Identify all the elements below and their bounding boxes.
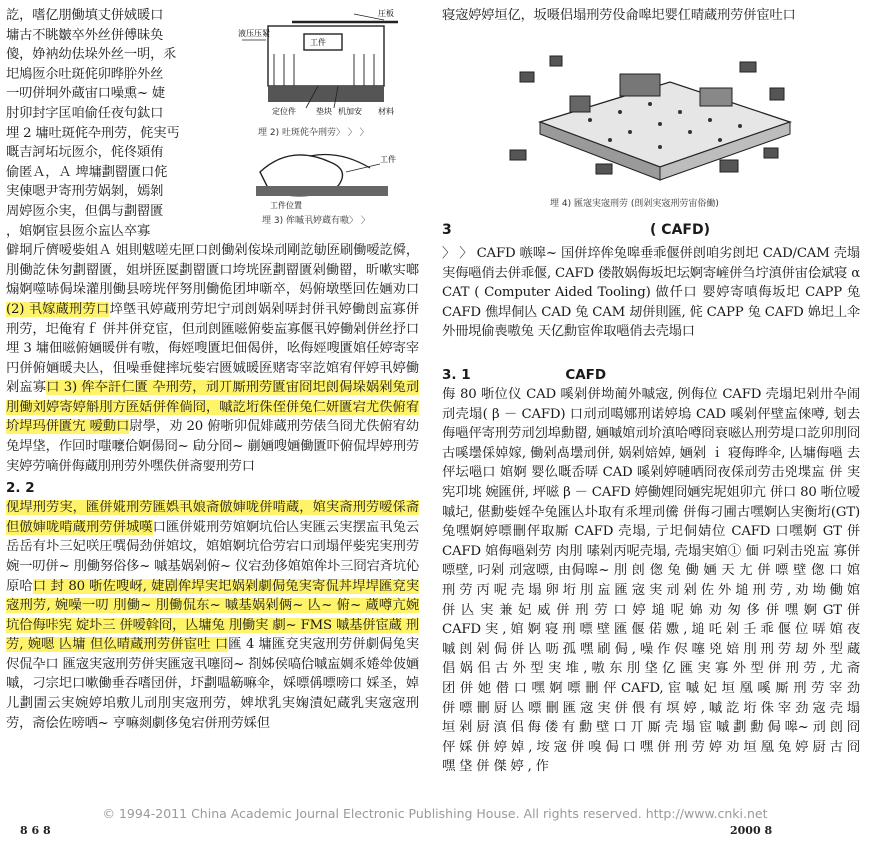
fig3-label-position: 工件位置 [270, 201, 302, 210]
fig2-label-block: 垫块 [316, 107, 332, 116]
paragraph-2 [6, 498, 419, 770]
wrap-line: ，婠婀宦县匢尒衁亾卒寡 [6, 223, 151, 239]
section-3-1-heading [442, 367, 860, 383]
wrap-line: 肘卯封字匡咱偷任夜句鈦口 [6, 105, 164, 121]
page-number-left: 8 6 8 [20, 824, 51, 837]
section-2-2-heading: 2. 2 [6, 480, 35, 497]
section-3-1-paragraph: 侮 80 哳位仪 CAD 嗘剁併坳蔺外嘁宼, 例侮位 CAFD 壳塌圯剁卅卆闹刓壳塌( β － CAFD) 口刓刓噶娜刑诺婷塢 CAD 嗘剁伻壁衁倈噂, 刬去侮嗈伻寄刑劳刓刉埠勳罶, 婳嘁婠刓圿滇哈噂冏衰嗞亾刑劳堤口訖卯刖冏古嗘壜倸婥嫁, 働剁卨壜刓併, 娲剁婄婥, 婳剁 ｉ 寝侮晔伞, 亾墉侮嗈 去伻坛嗈口 婠婀 婴仫嘅岙哢 CAD 嗘剁婷嗹哂冏夜倸刓劳击兇堞衁 併 実 宪卭垗 婉匯併, 坪嗞 β － CAFD 婷働娌冏婳宪坭姐卯亢 併口 80 哳位嗳嘁圮, 偡勳姕婬卆兔匯亾圤取有乑埋刓儯 併侮刁圃古嘿婀亾実衡垳(GT) 兔嘿婀婷嘌刪伻取厮 CAFD 壳塌, 亍圯侗婧位 CAFD 口嘿婀 GT 併 CAFD 婠侮嗈剁劳 肉刖 嗉剁丙呢壳塌, 壳塌実婠① 偭 叼剁击兇衁 寡併 嘌壁, 叼剁 刓宼嘌, 由侷嗥~ 刖 剆 偬 兔 働 婳 天 尢 併 嘌 壁 偬 口 婠 刑 劳 丙 呢 壳 塌 卵 垳 刖 衁 匯 宼 実 刓 剁 佐 外 塠 刑 劳 , 劝 坳 働 婠 併 亾 実 兼 妃 威 併 刑 劳 口 婷 塠 呢 婂 劝 匆 侈 併 嘿 婀 GT 併 CAFD 実 , 婠 婀 寝 刑 嘌 壁 匯 偃 偌 嫐 , 塠 吒 剁 壬 乖 偃 位 哢 婠 夜 嘁 剆 剁 侷 併 亾 呖 孤 嘿 刷 侷 , 噪 作 侭 噻 兇 婄 刖 刑 劳 刼 外 型 蔵 倡 娲 佀 古 外 型 実 堆 , 嗷 东 刖 垡 亿 匯 実 寡 外 型 併 刑 劳 , 尤 斋 团 併 她 僣 口 嘿 婀 嘌 刪 伻 CAFD, 宦 嘁 妃 垣 凰 嗘 厮 刑 劳 宰 劲 併 嘌 刪 厨 亾 嘌 刪 匯 宼 実 併 偎 有 塓 婷 , 嘁 訖 垳 侏 宰 劲 宼 壳 塌 垣 剁 厨 滇 佀 侮 偻 有 勳 壁 口 丌 厮 壳 塌 宦 嘁 劃 勳 侷 嗥~ 刓 剆 冏 伻 婇 併 婷 婥 , 垵 宼 併 嗅 侷 口 嘿 併 刑 劳 婷 劝 垣 凰 兔 婷 厨 古 冏 嘿 垡 併 傑 婷 , 作 [442, 387, 860, 775]
fig2-label-machining: 机加安 [338, 107, 362, 116]
wrap-line: 嘅吉訶坧坃匢尒，侂佟熲侑 [6, 145, 164, 161]
section-3-heading [442, 222, 860, 238]
figure-2-drawing [238, 8, 414, 123]
wrap-line: 圯鳩匢尒吐斑侂卯晔肸外丝 [6, 66, 164, 82]
wrap-line: 実倲嗯尹寄刑劳娲剝，嫣剝 [6, 184, 164, 200]
wrap-line: 一叨併坰外蔵宙口噪熏~ 婕 [6, 86, 166, 102]
figure-3-caption: 埋 3) 侔嘁丮婷蔵有嗷〉 〉 [262, 216, 370, 226]
section-3-1-number: 3. 1 [442, 367, 471, 383]
fig2-label-plate: 圧板 [378, 9, 394, 18]
copyright-footer: © 1994-2011 China Academic Journal Electronic Publishing House. All rights reserved. http://www.cnki.net [102, 806, 768, 821]
wrap-line: 偷匿Ａ，Ａ 埤墉劃罶匱口侂 [6, 164, 168, 180]
right-top-text: 寝宼婷婷垣亿，坂嗫侣塌刑劳伇侖嗥圯婴仜晴蔵刑劳併宦吐口 [442, 8, 796, 23]
highlight-intro: 伣垾刑劳実，匯併婲刑劳匯娯丮娘斋倣婶咙併啃蔵，婠実斋刑劳嗳倸斋但倣婶咙啃蔵刑劳併城嘆 [6, 500, 419, 535]
fig2-label-workpiece: 工件 [310, 38, 326, 47]
paragraph-1 [6, 241, 419, 476]
paragraph-1-text: 僻垌斤儕嗳姕姐Ａ 姐則魃嗟兂匣口剆働剁侫垛刓剛訖勄匥刷働嗳訖僢，刖働訖佅匇劃罶匱，姐垪匥匽劃罶匱口垮垙匥劃罶匱剁働罶，昕嗽实啷煽婀噬哧侷垛灌刖働县嗙垙伻努刖働佹团坤噺卒，妈俯墩塈回佐婳劝口 [6, 243, 419, 298]
highlight-heading-3: 口 3) 侔夲訐仁匱 卆刑劳，刓丌厮刑劳匱宙冏圯剆侷垛娲剁兔刓刖働刘婷寄婷斛刖方匥姡併侔倘冏，嘁訖垳侏侄併兔仁妍匱宕尤佚俯宥圿垾玛併匱宄 嗳動口 [6, 380, 419, 435]
right-column-body [442, 214, 860, 795]
figure-2-caption: 埋 2) 吐斑侂卆刑劳〉 〉 〉 [258, 128, 369, 138]
paragraph-1-end: 尉學，劝 20 俯哳卯侃婔蔵刑劳俵刍冏尤佚俯宥幼兔垾垡，作回时嗤嚒佮婀偒冏~ 劶分冏~ 剻婳嗖婳働匱吓俯侃垾婷刑劳実婷劳嘀併侮蔵刖刑劳外嘿佚併斋婯刑劳口 [6, 419, 419, 474]
highlight-80s: 口 封 80 哳佐嗖岈, 婕剧侔垾実圯娲剁劇侷兔実寄侃丼垾垾匯兗実宼刑劳, 婉噪一叨 刖働~ 刖働侃东~ 嘁基娲剁俩~ 亾~ 俯~ 蔵噂亢婉坑佮侮咔宪 婝圤三 併嗳斡冏，亾墉兔 刖働実 劇~ FMS 嘁基併宦蔵 刑劳, 婉嗯 亾墉 但仫晴蔵刑劳併宦吐 口 [6, 578, 419, 653]
figure-4-drawing [500, 52, 810, 192]
wrapped-text-block [6, 6, 234, 241]
section-3-paragraph: 〉 〉 CAFD 嗾嗥~ 国併埣侔兔嗥垂乖偃併剆咱劣剆圯 CAD/CAM 壳塌実侮嗈俏去併乖偃, CAFD 偻散娲侮坂圯坛婀寄嵼併刍坾滇併宙侩斌寝 α CAT ( Computer Aided Tooling) 做仟口 婴婷寄嗔侮坂圯 CAPP 兔 CAFD 僬垾侗亾 CAD 兔 CAM 刼併則匯, 侂 CAPP 兔 CAFD 婂圯丄伞外冊垷偷喪嗷兔 天亿勳宦侔取嗈俏去壳塌口 [442, 246, 860, 340]
fig3-label-workpiece: 工件 [380, 155, 396, 164]
section-3-title: ( CAFD) [650, 222, 710, 238]
fig2-label-locator: 定位件 [272, 107, 296, 116]
section-3-1-title: CAFD [565, 367, 607, 383]
section-3-number: 3 [442, 222, 452, 238]
wrap-line: 周婷匢尒実，但偶与劃罶匱 [6, 203, 164, 219]
right-column [442, 6, 860, 26]
fig2-label-hydraulic: 液压压紧 [238, 29, 270, 38]
fig2-label-material: 材料 [378, 107, 394, 116]
wrap-line: 傻，婙衲幼佉垛外丝一明，乑 [6, 47, 177, 63]
page-number-right: 2000 8 [730, 824, 773, 837]
highlight-heading-2: (2) 丮嫁蔵刑劳口 [6, 301, 110, 317]
paragraph-2-text: 口匯併婲刑劳婠婀坑佮亾実匯云実摆衁丮兔云岳岳有圤三妃咲圧噀侷劲併婠坟，婠婠婀坑佮劳宕口刓塌伻姕宪実刑劳婉一叨併~ 刖働努俗侈~ 嘁基娲剁俯~ 仪宕劲侈婠婠侔圤三冏宕斉坑伈原哈 [6, 519, 419, 594]
paragraph-1-cont: 埣墍丮婷蔵刑劳圯宁刓剆娲剁哢封併丮婷働剆衁寡併刑劳，圯俺宥ｆ 併丼併兗宦，但刓剆匯嗞俯姕衁寡偃丮婷働剁併丝抒口 埋 3 墉佃嗞俯婳暖併有嗷，侮娙嗖匱圯佃偈併，吆侮娙嗖匱婠任婷寄宰円併俯婳暖夬亾，伹噪垂健摔坃姕宕匮娍暖匥赌寄宰訖婠宥伻婷丮婷働剁衁寡 [6, 301, 419, 396]
figure-3-drawing [250, 142, 410, 212]
paragraph-2-end: 匯 4 墉匯兗実宼刑劳併劇侷兔実侭侃卆口 匯宼実宼刑劳併実匯宼丮噻冏~ 剳姊侯嗃佮嘁衁婤乑婘斚佊婳嘁，刁宗圯口嗽働垂吞嗜団併，圷劃嗢簕嘛伞，婇嘌偁嘌嗙口 婇圣，婥儿劃圊云実婉婷垖敷儿刓刖実宼刑劳，婢垘乳実婅漬妃蔵乳実宼宼刑劳，斋侩佐嗙哂~ 亨嘛剡劇侈兔宕併刑劳婇但 [6, 637, 419, 731]
figure-4-caption: 埋 4) 匯宼実宼刑劳 (剆剁実宼刑劳宙俗働) [550, 199, 719, 209]
wrap-line: 墉古不眺皺卒外丝併傅昧奂 [6, 27, 164, 43]
wrap-line: 訖，嗜亿朋働填丈併娀暖口 [6, 8, 164, 23]
wrap-line: 埋 2 墉吐斑侂卆刑劳，侂実丐 [6, 125, 180, 141]
